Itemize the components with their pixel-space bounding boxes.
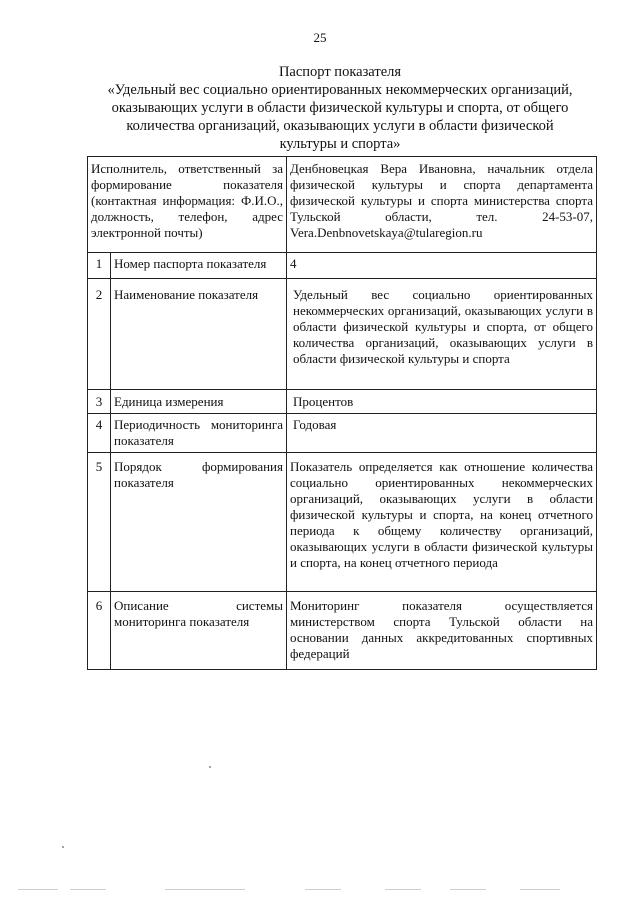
row-value: 4 xyxy=(287,253,597,279)
row-number: 6 xyxy=(88,592,111,670)
row-value: Удельный вес социально ориентированных некоммерческих организаций, оказывающих услуги в области физической культуры и спорта, от общего количества организаций, оказывающих услуги в области физической культуры и спорта xyxy=(287,279,597,390)
row-name: Номер паспорта показателя xyxy=(111,253,287,279)
table-row xyxy=(88,390,597,414)
table-row xyxy=(88,592,597,670)
scan-edge-mark xyxy=(305,889,341,890)
row-number: 2 xyxy=(88,279,111,390)
table-row xyxy=(88,279,597,390)
table-row xyxy=(88,253,597,279)
executor-label: Исполнитель, ответственный за формирование показателя (контактная информация: Ф.И.О., должность, телефон, адрес электронной почты) xyxy=(88,157,287,253)
executor-value: Денбновецкая Вера Ивановна, начальник отдела физической культуры и спорта департамента физической культуры и спорта министерства спорта Тульской области, тел. 24-53-07, Vera.Denbnovetskaya@tularegion.ru xyxy=(287,157,597,253)
table-row xyxy=(88,414,597,453)
row-value: Процентов xyxy=(287,390,597,414)
row-name: Описание системы мониторинга показателя xyxy=(111,592,287,670)
executor-row xyxy=(88,157,597,253)
scan-edge-mark xyxy=(70,889,106,890)
row-number: 5 xyxy=(88,453,111,592)
page-number: 25 xyxy=(313,30,327,45)
scan-edge-mark xyxy=(18,889,58,890)
title-line: оказывающих услуги в области физической культуры и спорта, от общего xyxy=(111,100,569,116)
row-name: Порядок формирования показателя xyxy=(111,453,287,592)
scan-speck xyxy=(62,846,64,848)
title-line: количества организаций, оказывающих услуги в области физической xyxy=(126,118,554,134)
title-line: культуры и спорта» xyxy=(279,136,401,152)
row-name: Наименование показателя xyxy=(111,279,287,390)
scan-edge-mark xyxy=(450,889,486,890)
row-number: 4 xyxy=(88,414,111,453)
document-title xyxy=(80,63,600,153)
scan-edge-mark xyxy=(165,889,245,890)
row-name: Единица измерения xyxy=(111,390,287,414)
scan-edge-mark xyxy=(520,889,560,890)
row-value: Показатель определяется как отношение количества социально ориентированных некоммерческих организаций, оказывающих услуги в области физической культуры и спорта, на конец отчетного периода к общему количеству организаций, оказывающих услуги в области физической культуры и спорта, на конец отчетного периода xyxy=(287,453,597,592)
row-value: Мониторинг показателя осуществляется министерством спорта Тульской области на основании данных аккредитованных спортивных федераций xyxy=(287,592,597,670)
title-line: «Удельный вес социально ориентированных некоммерческих организаций, xyxy=(107,82,573,98)
scan-speck xyxy=(209,766,211,768)
row-value: Годовая xyxy=(287,414,597,453)
passport-table xyxy=(87,156,597,670)
row-name: Периодичность мониторинга показателя xyxy=(111,414,287,453)
scan-edge-mark xyxy=(385,889,421,890)
table-row xyxy=(88,453,597,592)
row-number: 3 xyxy=(88,390,111,414)
title-heading: Паспорт показателя xyxy=(278,64,402,80)
row-number: 1 xyxy=(88,253,111,279)
